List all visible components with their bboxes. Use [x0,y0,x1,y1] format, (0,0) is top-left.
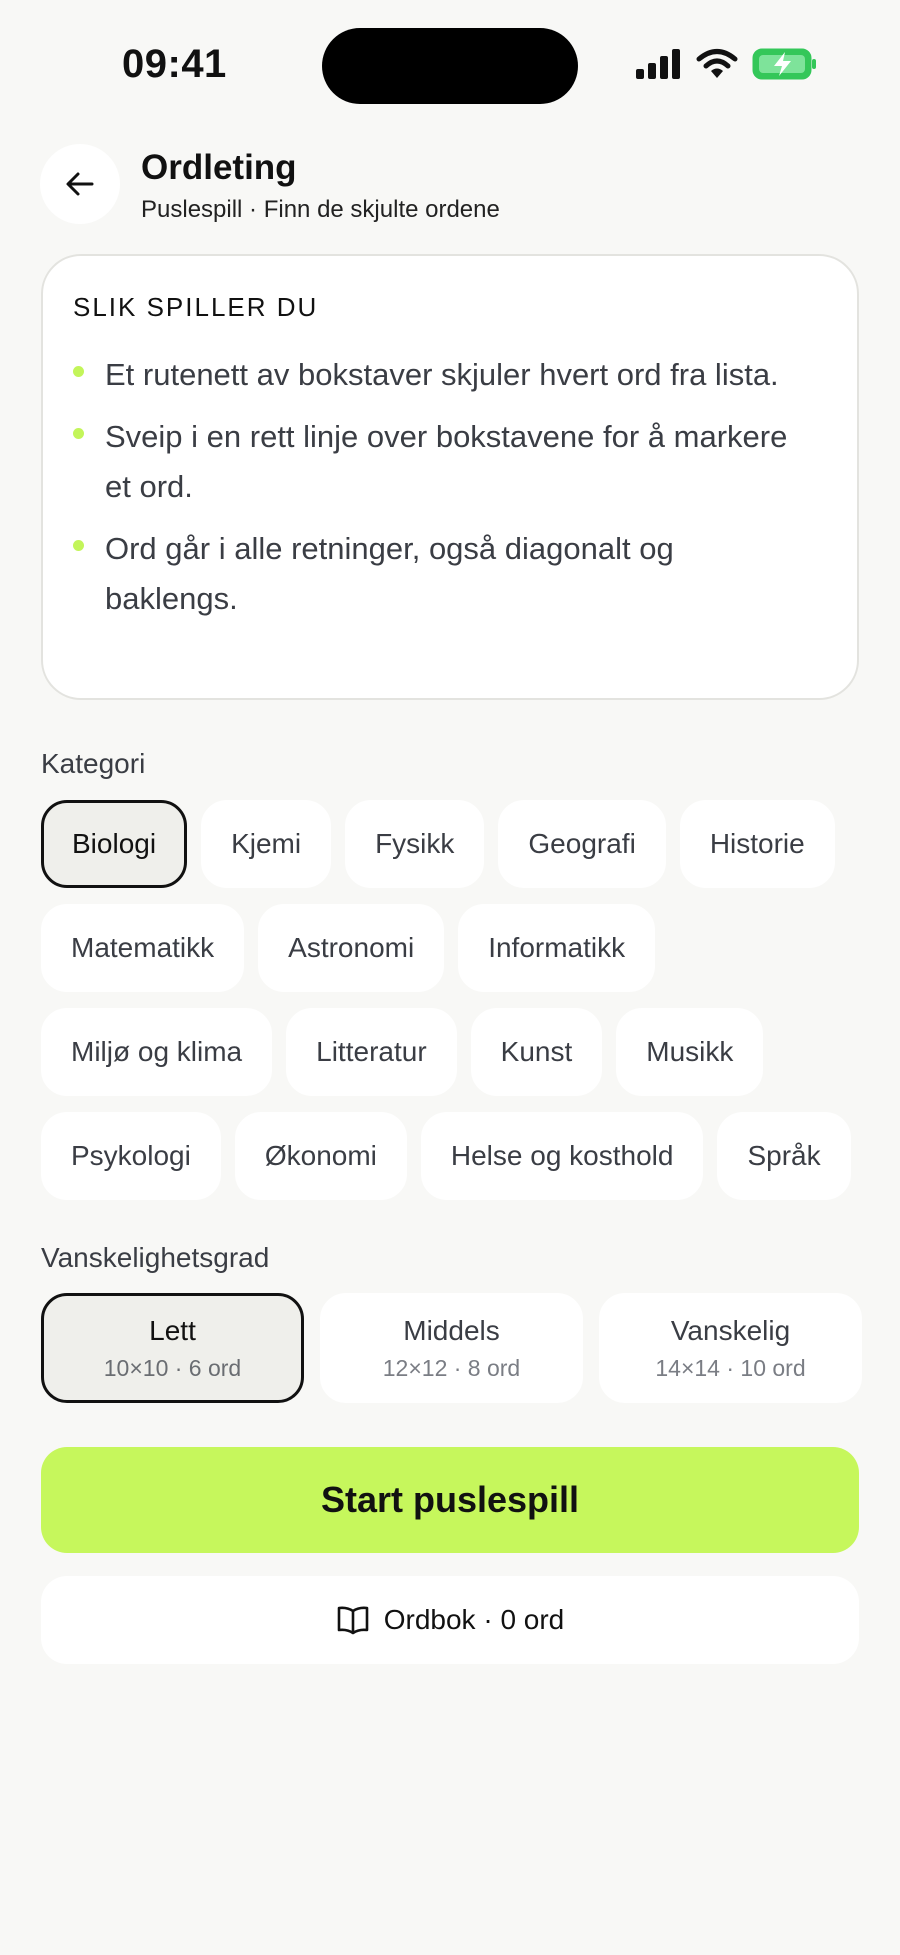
category-chip-miljo-og-klima[interactable]: Miljø og klima [41,1008,272,1096]
dictionary-button[interactable] [41,1576,859,1664]
difficulty-option-label: Vanskelig [670,1314,791,1346]
rule-text: Ord går i alle retninger, også diagonalt og baklengs. [105,531,674,616]
instructions-title: SLIK SPILLER DU [73,292,319,322]
category-chip-litteratur[interactable]: Litteratur [286,1008,457,1096]
category-chip-row [41,1008,763,1096]
difficulty-option-middels[interactable] [320,1293,583,1403]
category-chip-sprak[interactable]: Språk [717,1112,850,1200]
dynamic-island [322,28,578,104]
wifi-icon [696,48,738,80]
category-chip-row [41,904,655,992]
back-button[interactable] [40,144,120,224]
category-chip-historie[interactable]: Historie [680,800,835,888]
status-icons [636,48,818,80]
battery-charging-icon [752,48,818,80]
difficulty-option-lett[interactable] [41,1293,304,1403]
difficulty-option-label: Middels [403,1314,500,1346]
page-title: Ordleting [141,148,297,187]
difficulty-label: Vanskelighetsgrad [41,1242,270,1273]
category-chip-row [41,800,835,888]
category-chip-fysikk[interactable]: Fysikk [345,800,484,888]
rule-item [73,412,803,512]
arrow-left-icon [64,168,96,200]
category-chip-informatikk[interactable]: Informatikk [458,904,655,992]
difficulty-option-vanskelig[interactable] [599,1293,862,1403]
bullet-dot [73,366,84,377]
bullet-dot [73,428,84,439]
category-chip-kunst[interactable]: Kunst [471,1008,603,1096]
rules-list [73,350,803,636]
category-chip-okonomi[interactable]: Økonomi [235,1112,407,1200]
category-chip-kjemi[interactable]: Kjemi [201,800,331,888]
category-chip-geografi[interactable]: Geografi [498,800,665,888]
status-bar [0,0,900,130]
difficulty-option-detail: 12×12 · 8 ord [382,1354,521,1381]
instructions-card [41,254,859,700]
rule-text: Et rutenett av bokstaver skjuler hvert ord fra lista. [105,357,779,392]
category-chip-row [41,1112,851,1200]
difficulty-option-detail: 14×14 · 10 ord [655,1354,806,1381]
rule-item [73,524,803,624]
status-time: 09:41 [122,42,227,86]
category-label: Kategori [41,748,146,779]
page-subtitle: Puslespill · Finn de skjulte ordene [141,196,500,223]
category-chip-helse-og-kosthold[interactable]: Helse og kosthold [421,1112,704,1200]
rule-item [73,350,803,400]
dictionary-label: Ordbok · 0 ord [383,1604,565,1635]
category-chip-biologi[interactable]: Biologi [41,800,187,888]
rule-text: Sveip i en rett linje over bokstavene for å markere et ord. [105,419,788,504]
signal-icon [636,49,682,79]
start-puzzle-button[interactable]: Start puslespill [41,1447,859,1553]
difficulty-option-label: Lett [149,1314,196,1346]
category-chip-astronomi[interactable]: Astronomi [258,904,444,992]
category-chip-psykologi[interactable]: Psykologi [41,1112,221,1200]
category-chip-musikk[interactable]: Musikk [616,1008,763,1096]
bullet-dot [73,540,84,551]
book-open-icon [336,1605,370,1635]
difficulty-option-detail: 10×10 · 6 ord [103,1354,242,1381]
category-chip-matematikk[interactable]: Matematikk [41,904,244,992]
difficulty-options [41,1293,862,1403]
